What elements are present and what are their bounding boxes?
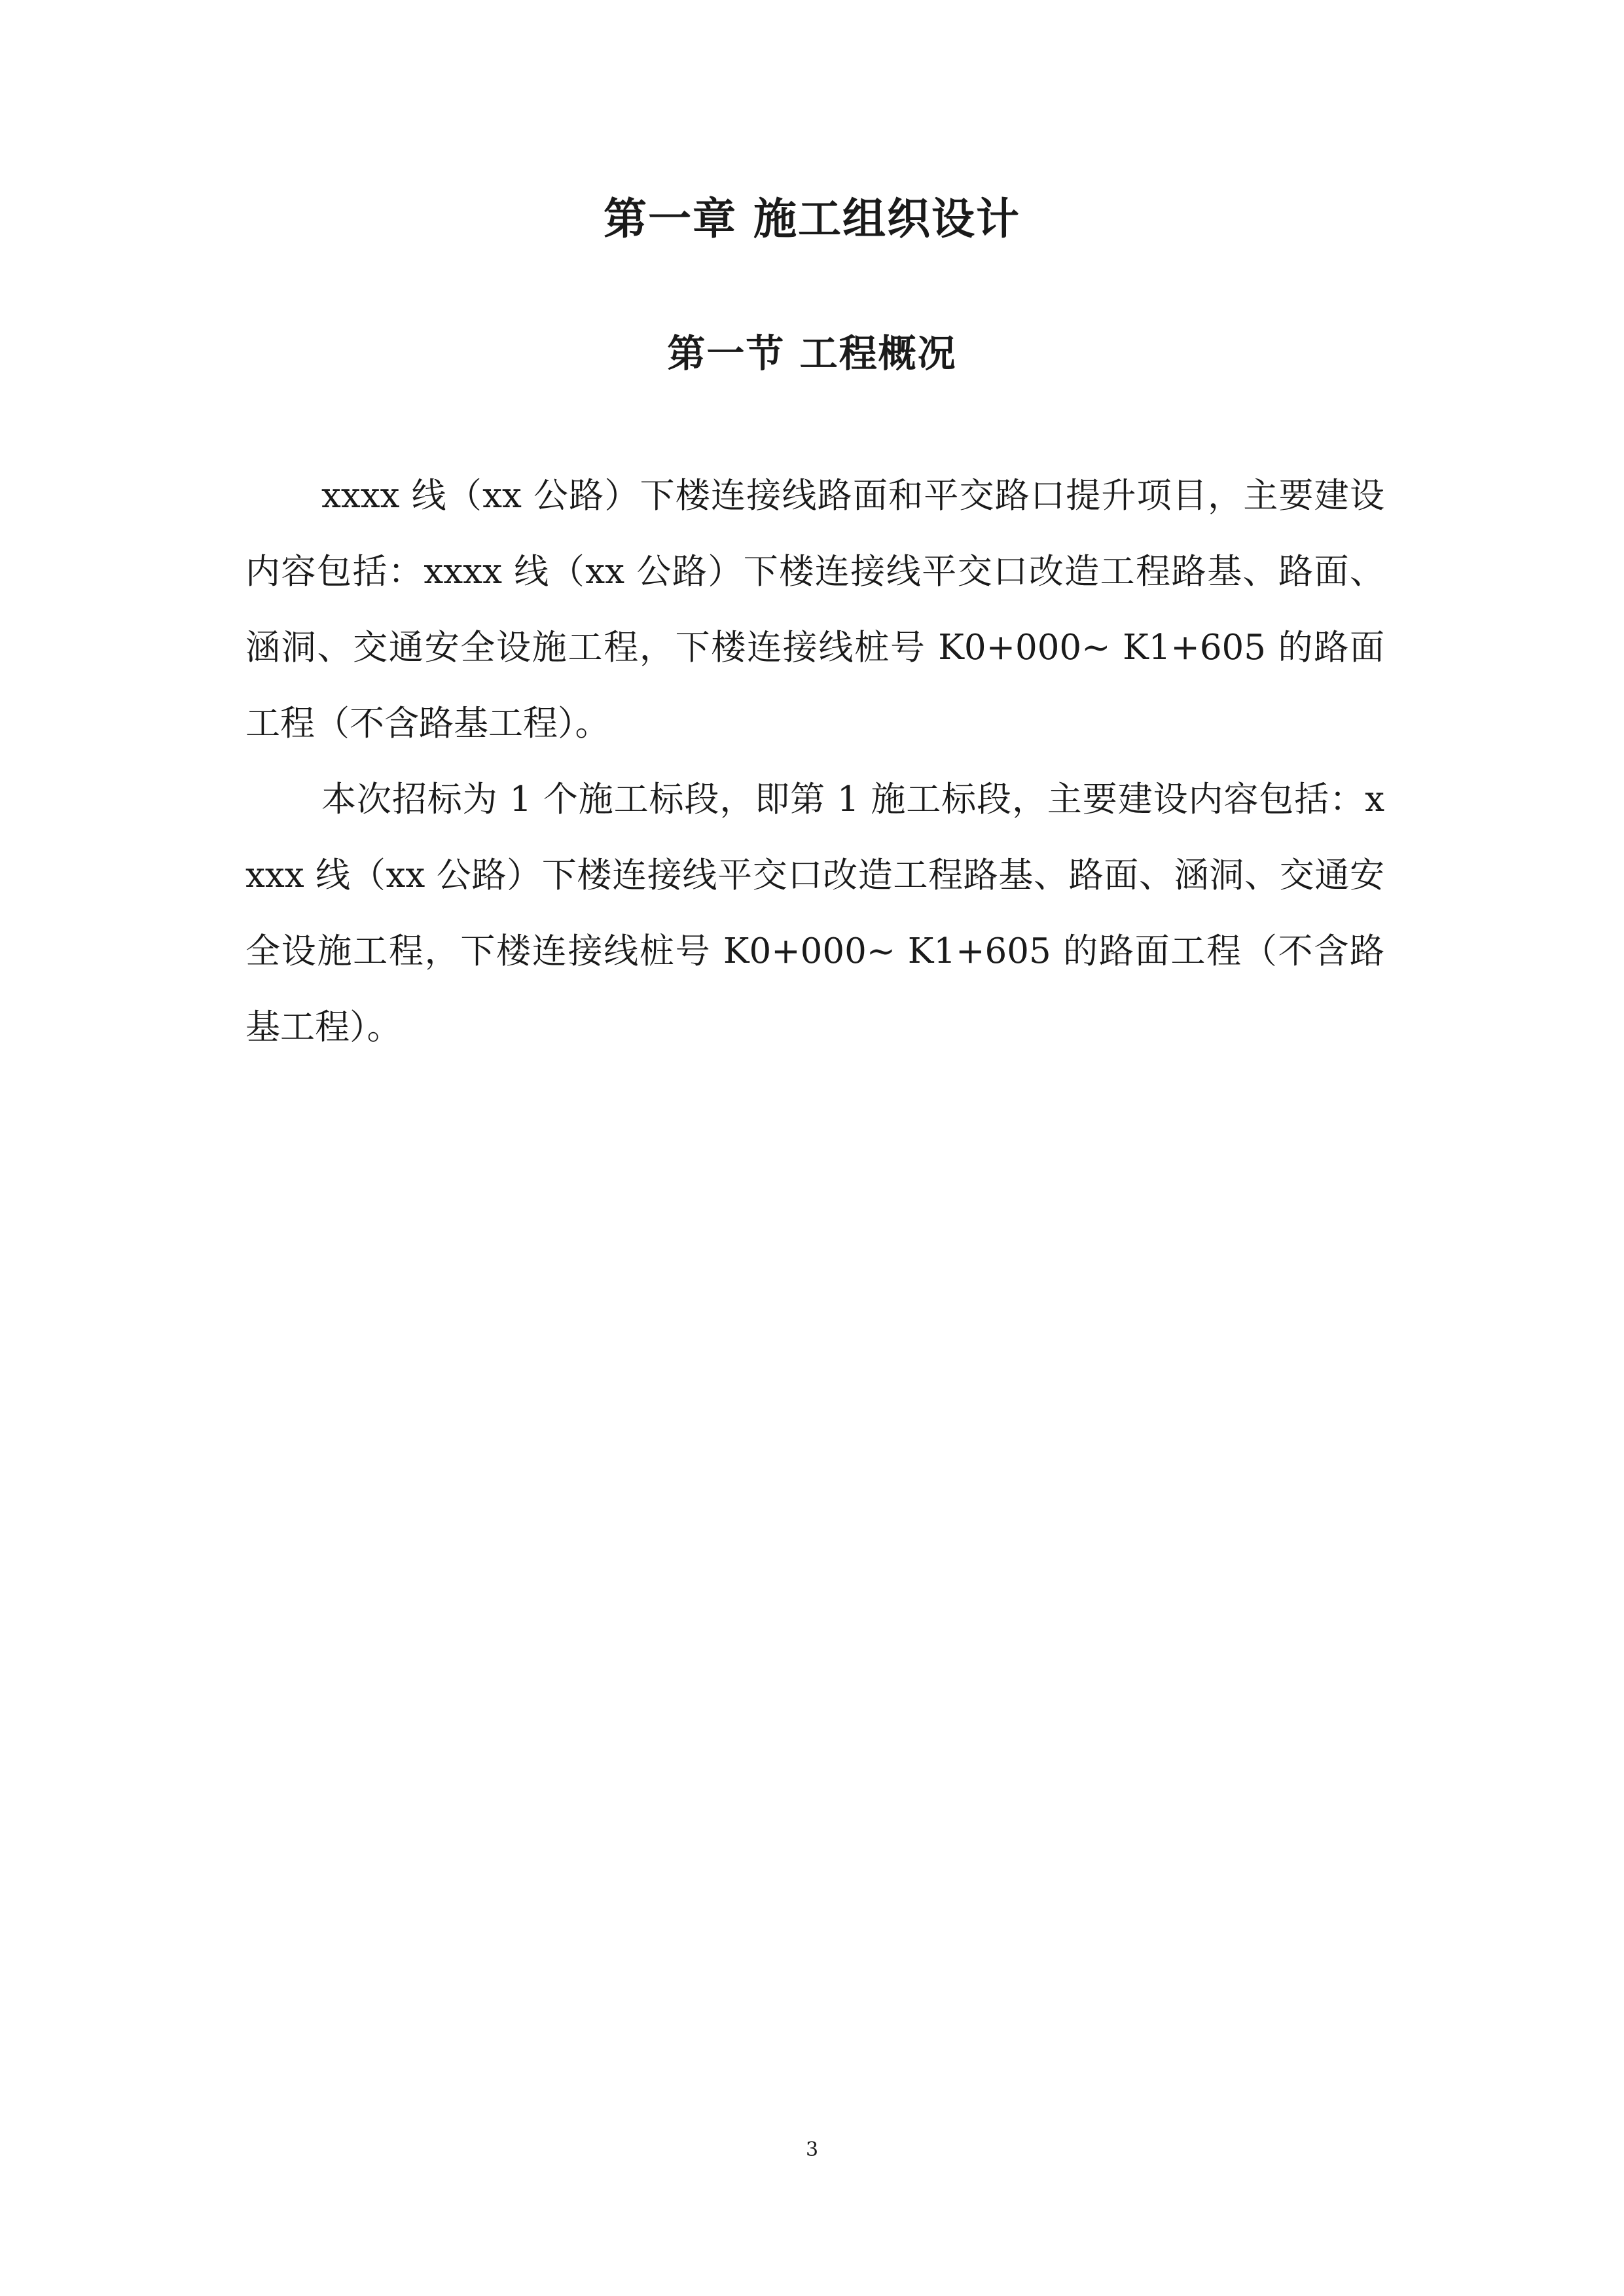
body-text	[245, 458, 1384, 1066]
section-title: 第一节 工程概况	[667, 331, 957, 376]
paragraph-tender-section: 本次招标为 1 个施工标段，即第 1 施工标段，主要建设内容包括：xxxx 线（xx 公路）下楼连接线平交口改造工程路基、路面、涵洞、交通安全设施工程，下楼连接线桩号 K0+000~ K1+605 的路面工程（不含路基工程）。	[245, 780, 1384, 1047]
page-number: 3	[805, 2138, 819, 2161]
chapter-title: 第一章 施工组织设计	[604, 194, 1020, 244]
paragraph-project-overview: xxxx 线（xx 公路）下楼连接线路面和平交路口提升项目，主要建设内容包括：xxxx 线（xx 公路）下楼连接线平交口改造工程路基、路面、涵洞、交通安全设施工程，下楼连接线桩号 K0+000~ K1+605 的路面工程（不含路基工程）。	[245, 476, 1384, 744]
